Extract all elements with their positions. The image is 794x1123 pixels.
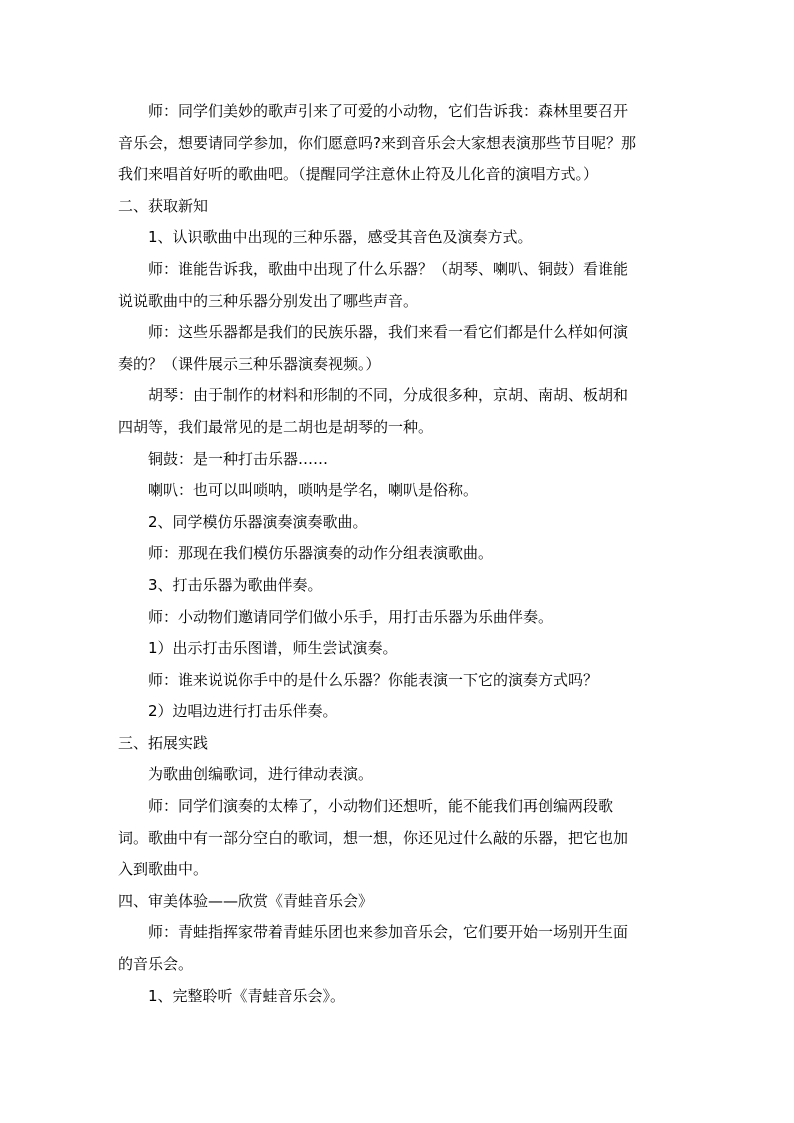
paragraph-line: 喇叭：也可以叫唢呐，唢呐是学名，喇叭是俗称。 bbox=[148, 481, 479, 500]
paragraph-line: 1、完整聆听《青蛙音乐会》。 bbox=[148, 986, 346, 1005]
paragraph-line: 入到歌曲中。 bbox=[118, 860, 209, 879]
paragraph-line: 的音乐会。 bbox=[118, 955, 194, 974]
paragraph-line: 1）出示打击乐图谱，师生尝试演奏。 bbox=[148, 639, 398, 658]
paragraph-line: 师：那现在我们模仿乐器演奏的动作分组表演歌曲。 bbox=[148, 544, 494, 563]
paragraph-line: 音乐会，想要请同学参加，你们愿意吗?来到音乐会大家想表演那些节目呢？那 bbox=[118, 133, 636, 152]
paragraph-line: 1、认识歌曲中出现的三种乐器，感受其音色及演奏方式。 bbox=[148, 228, 533, 247]
paragraph-line: 铜鼓：是一种打击乐器…… bbox=[148, 449, 329, 468]
paragraph-line: 胡琴：由于制作的材料和形制的不同，分成很多种，京胡、南胡、板胡和 bbox=[148, 386, 629, 405]
paragraph-line: 3、打击乐器为歌曲伴奏。 bbox=[148, 575, 323, 594]
paragraph-line: 2）边唱边进行打击乐伴奏。 bbox=[148, 702, 338, 721]
paragraph-line: 说说歌曲中的三种乐器分别发出了哪些声音。 bbox=[118, 291, 419, 310]
section-heading: 四、审美体验——欣赏《青蛙音乐会》 bbox=[118, 891, 374, 910]
paragraph-line: 词。歌曲中有一部分空白的歌词，想一想，你还见过什么敲的乐器，把它也加 bbox=[118, 828, 629, 847]
paragraph-line: 师：谁能告诉我，歌曲中出现了什么乐器？（胡琴、喇叭、铜鼓）看谁能 bbox=[148, 259, 629, 278]
section-heading: 二、获取新知 bbox=[118, 196, 209, 215]
paragraph-line: 师：小动物们邀请同学们做小乐手，用打击乐器为乐曲伴奏。 bbox=[148, 607, 554, 626]
paragraph-line: 2、同学模仿乐器演奏演奏歌曲。 bbox=[148, 512, 368, 531]
paragraph-line: 师：同学们演奏的太棒了，小动物们还想听，能不能我们再创编两段歌 bbox=[148, 797, 614, 816]
paragraph-line: 师：青蛙指挥家带着青蛙乐团也来参加音乐会，它们要开始一场别开生面 bbox=[148, 923, 629, 942]
paragraph-line: 师：这些乐器都是我们的民族乐器，我们来看一看它们都是什么样如何演 bbox=[148, 323, 629, 342]
paragraph-line: 师：同学们美妙的歌声引来了可爱的小动物，它们告诉我：森林里要召开 bbox=[148, 102, 629, 120]
paragraph-line: 为歌曲创编歌词，进行律动表演。 bbox=[148, 765, 374, 784]
paragraph-line: 我们来唱首好听的歌曲吧。（提醒同学注意休止符及儿化音的演唱方式。） bbox=[118, 165, 599, 184]
paragraph-line: 师：谁来说说你手中的是什么乐器？你能表演一下它的演奏方式吗？ bbox=[148, 670, 599, 689]
paragraph-line: 四胡等，我们最常见的是二胡也是胡琴的一种。 bbox=[118, 417, 434, 436]
section-heading: 三、拓展实践 bbox=[118, 733, 209, 752]
paragraph-line: 奏的？（课件展示三种乐器演奏视频。） bbox=[118, 354, 381, 373]
